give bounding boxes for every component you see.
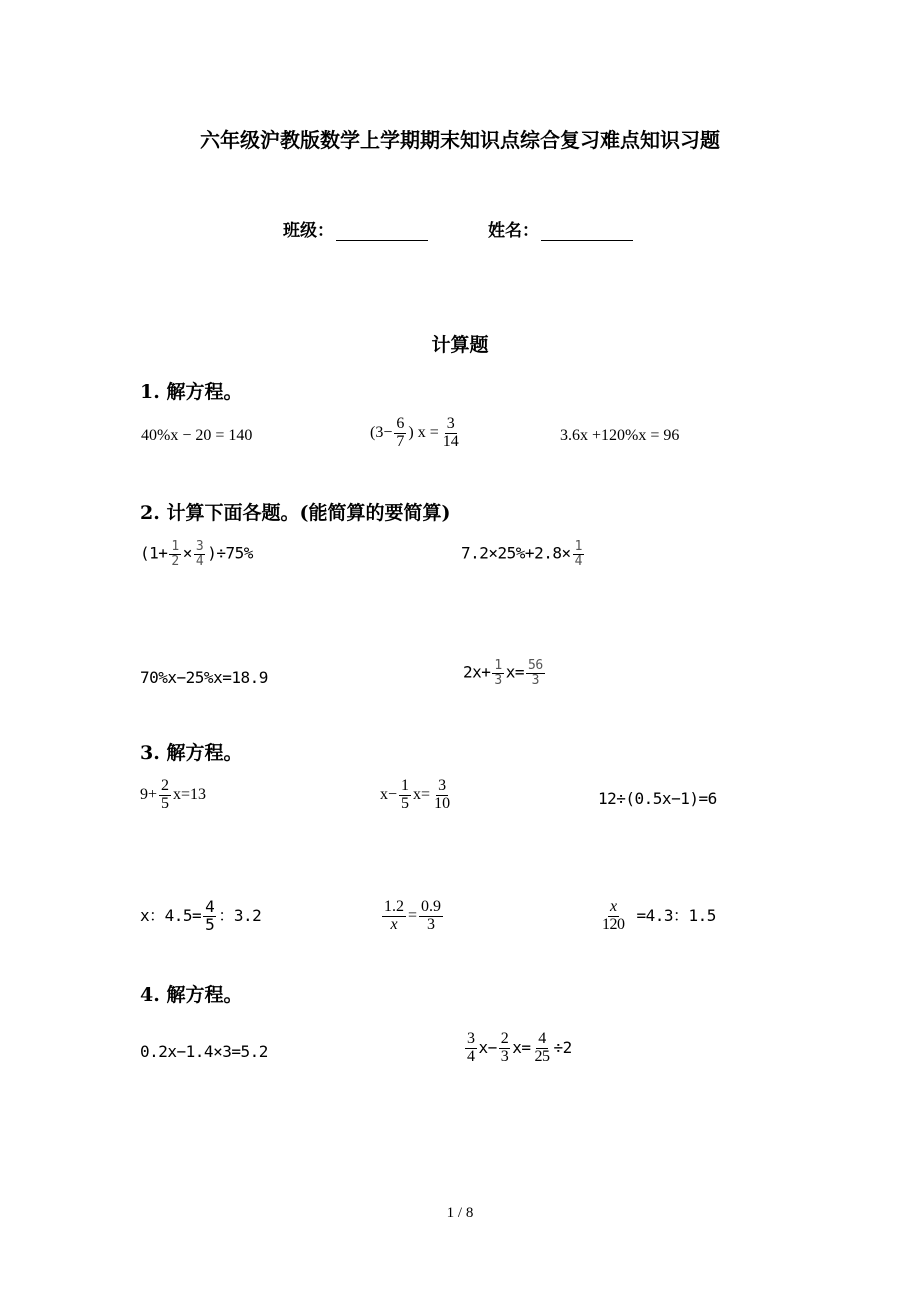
frac-den: 4 (574, 553, 582, 569)
q3-eq4 (140, 899, 261, 934)
frac-den: x (390, 915, 398, 933)
q2-eq1-frac1 (169, 540, 180, 568)
q3-eq6 (598, 899, 716, 934)
frac-den: 14 (442, 432, 459, 450)
q3-eq1-post: x=13 (173, 785, 207, 803)
q3-eq4-frac (203, 899, 216, 934)
frac-num: 1 (494, 658, 502, 673)
q2-eq1-pre: (1+ (140, 543, 168, 563)
q4-heading: 4. 解方程。 (140, 984, 243, 1006)
q4-eq2-c: ÷2 (553, 1037, 572, 1057)
frac-num: 1 (401, 777, 410, 794)
q3-eq5-eq: = (408, 906, 418, 924)
q1-eq3: 3.6x +120%x = 96 (560, 427, 680, 444)
name-label: 姓名： (488, 221, 539, 241)
q1-eq2-pre: (3− (370, 423, 393, 441)
frac-num: 2 (500, 1030, 509, 1047)
q4-eq2-frac2 (499, 1031, 511, 1066)
frac-num: 4 (205, 897, 215, 916)
frac-num: 0.9 (421, 898, 442, 915)
q4-eq2 (463, 1031, 572, 1066)
frac-den: 7 (396, 432, 405, 450)
q1-eq2-mid: ) x = (408, 423, 439, 441)
page-title: 六年级沪教版数学上学期期末知识点综合复习难点知识习题 (200, 128, 720, 152)
q3-eq5 (380, 899, 445, 934)
q2-eq2-frac (573, 540, 584, 568)
frac-num: 6 (396, 415, 405, 432)
q4-eq1: 0.2x−1.4×3=5.2 (140, 1042, 268, 1061)
q2-eq3: 70%x−25%x=18.9 (140, 668, 268, 687)
q3-eq5-rfrac (419, 899, 443, 934)
frac-num: 3 (195, 539, 204, 554)
class-label: 班级： (283, 221, 334, 241)
frac-den: 5 (161, 794, 170, 812)
q4-eq2-b: x= (512, 1037, 531, 1057)
q3-eq2-frac (399, 778, 411, 813)
q2-heading: 2. 计算下面各题。(能简算的要简算) (140, 502, 451, 524)
q3-eq5-lfrac (382, 899, 406, 934)
q2-eq4-frac (492, 659, 503, 687)
frac-den: 5 (401, 794, 410, 812)
q3-eq6-frac (600, 899, 627, 934)
frac-num: 1.2 (384, 898, 404, 915)
q2-eq1-post: )÷75% (207, 543, 253, 563)
q2-eq1-op: × (182, 543, 192, 563)
frac-num: 1 (574, 539, 582, 554)
frac-den: 4 (467, 1047, 475, 1065)
q3-eq2-rfrac (432, 778, 452, 813)
q3-eq1-frac (159, 778, 171, 813)
q3-eq4-post: ：3.2 (218, 905, 262, 925)
q3-eq4-pre: x：4.5= (140, 905, 202, 925)
name-field (488, 216, 633, 241)
q3-eq1-pre: 9+ (140, 785, 158, 803)
frac-den: 10 (434, 794, 451, 812)
frac-den: 25 (534, 1047, 550, 1065)
q2-eq2 (461, 540, 586, 568)
class-blank[interactable] (336, 222, 428, 241)
q3-eq1 (140, 778, 206, 813)
q1-eq2 (370, 416, 463, 451)
q1-eq1: 40%x − 20 = 140 (141, 427, 253, 444)
q2-eq4-rfrac (526, 659, 545, 687)
q4-eq2-frac1 (465, 1031, 477, 1066)
frac-num: 4 (538, 1030, 546, 1047)
frac-den: 5 (205, 914, 215, 934)
q3-heading: 3. 解方程。 (140, 742, 243, 764)
q1-eq2-rfrac (441, 416, 461, 451)
q3-eq6-post: =4.3：1.5 (636, 905, 716, 925)
name-blank[interactable] (541, 222, 633, 241)
q2-eq4-mid: x= (505, 662, 524, 682)
frac-den: 3 (500, 1047, 509, 1065)
frac-num: x (609, 898, 617, 915)
q3-eq2 (380, 778, 454, 813)
q2-eq2-pre: 7.2×25%+2.8× (461, 543, 571, 563)
q4-eq2-frac3 (533, 1031, 552, 1066)
frac-num: 1 (171, 539, 179, 554)
q2-eq1-frac2 (194, 540, 205, 568)
frac-den: 120 (602, 915, 625, 933)
q2-eq4-pre: 2x+ (463, 662, 491, 682)
frac-num: 3 (438, 777, 447, 794)
class-field (283, 216, 428, 241)
q4-eq2-a: x− (478, 1037, 497, 1057)
q3-eq2-pre: x− (380, 785, 398, 803)
frac-num: 56 (528, 658, 543, 673)
q1-heading: 1. 解方程。 (140, 381, 243, 403)
q2-eq1 (140, 540, 253, 568)
frac-num: 3 (467, 1030, 475, 1047)
frac-num: 3 (446, 415, 455, 432)
section-title: 计算题 (431, 334, 489, 356)
page-number: 1 / 8 (446, 1205, 474, 1221)
frac-den: 3 (531, 672, 539, 688)
frac-den: 3 (494, 672, 502, 688)
q2-eq4 (463, 659, 547, 687)
frac-den: 4 (195, 553, 204, 569)
frac-den: 2 (171, 553, 179, 569)
frac-num: 2 (161, 777, 170, 794)
q3-eq3: 12÷(0.5x−1)=6 (598, 789, 717, 808)
frac-den: 3 (427, 915, 436, 933)
q1-eq2-frac (394, 416, 406, 451)
q3-eq2-mid: x= (413, 785, 431, 803)
